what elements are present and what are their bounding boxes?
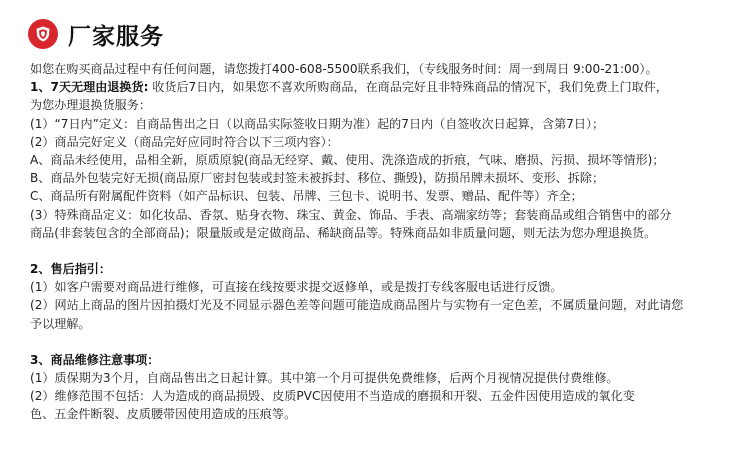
service-content xyxy=(30,60,730,424)
page-header xyxy=(28,14,164,54)
return-condition-b: B、商品外包装完好无损(商品原厂密封包装或封签未被拆封、移位、撕毁)，防损吊牌未损坏、变形、拆除； xyxy=(30,171,605,186)
after-sales-color-1: (2）网站上商品的图片因拍摄灯光及不同显示器色差等问题可能造成商品图片与实物有一定色差，不属质量问题，对此请您 xyxy=(30,298,684,313)
repair-exclusions-2: 色、五金件断裂、皮质腰带因使用造成的压痕等。 xyxy=(30,407,297,422)
return-special-goods-1: (3）特殊商品定义：如化妆品、香氛、贴身衣物、珠宝、黄金、饰品、手表、高端家纺等；套装商品或组合销售中的部分 xyxy=(30,207,672,222)
intro-text: 如您在购买商品过程中有任何问题，请您拨打400-608-5500联系我们，（专线服务时间：周一到周日 9:00-21:00）。 xyxy=(30,62,658,76)
after-sales-color-2: 予以理解。 xyxy=(30,316,91,331)
repair-warranty: (1）质保期为3个月，自商品售出之日起计算。其中第一个月可提供免费维修，后两个月视情况提供付费维修。 xyxy=(30,371,619,386)
repair-heading: 3、商品维修注意事项： xyxy=(30,352,160,367)
return-condition-a: A、商品未经使用，品相全新，原质原貌(商品无经穿、戴、使用、洗涤造成的折痕，气味、磨损、污损、损坏等情形)； xyxy=(30,153,665,168)
return-special-goods-2: 商品(非套装包含的全部商品)；限量版或是定做商品、稀缺商品等。特殊商品如非质量问题，则无法为您办理退换货。 xyxy=(30,225,657,240)
repair-exclusions-1: (2）维修范围不包括：人为造成的商品损毁、皮质PVC因使用不当造成的磨损和开裂、五金件因使用造成的氧化变 xyxy=(30,389,635,404)
return-policy-text: 收货后7日内，如果您不喜欢所购商品，在商品完好且非特殊商品的情况下，我们免费上门取件， xyxy=(148,80,668,95)
return-policy-line xyxy=(30,78,730,96)
shield-logo-icon xyxy=(28,19,58,49)
return-condition-c: C、商品所有附属配件资料（如产品标识、包装、吊牌、三包卡、说明书、发票、赠品、配件等）齐全； xyxy=(30,189,583,204)
return-policy-heading: 1、7天无理由退换货: xyxy=(30,80,149,95)
after-sales-repair: (1）如客户需要对商品进行维修，可直接在线按要求提交返修单，或是拨打专线客服电话进行反馈。 xyxy=(30,280,563,295)
return-policy-line-2: 为您办理退换货服务： xyxy=(30,98,151,113)
page-title: 厂家服务 xyxy=(68,23,164,50)
return-intact-definition: (2）商品完好定义（商品完好应同时符合以下三项内容）： xyxy=(30,134,339,149)
return-7day-definition: (1）“7日内”定义：自商品售出之日（以商品实际签收日期为准）起的7日内（自签收次日起算，含第7日）； xyxy=(30,116,605,131)
after-sales-heading: 2、售后指引： xyxy=(30,262,111,277)
